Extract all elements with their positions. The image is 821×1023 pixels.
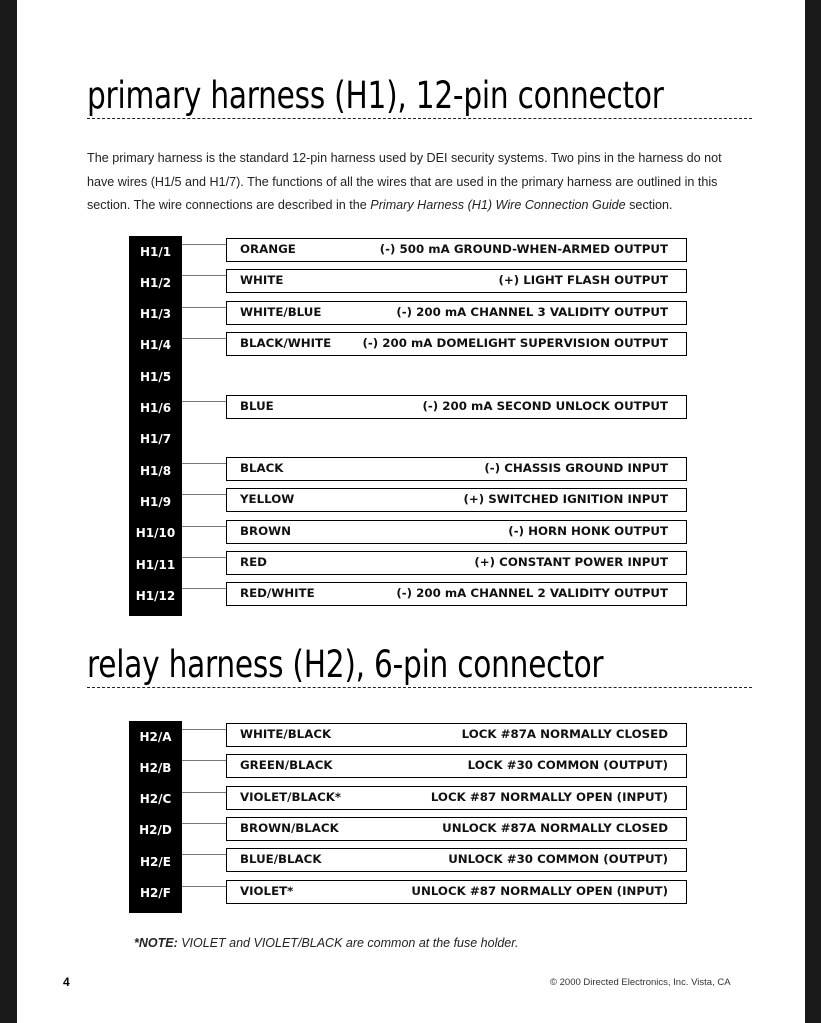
- wire-color: VIOLET/BLACK*: [240, 789, 342, 804]
- wire-color: ORANGE: [240, 242, 296, 256]
- h2-connector-line: [182, 823, 226, 824]
- wire-color: VIOLET*: [240, 883, 294, 898]
- wire-function: (-) 200 mA CHANNEL 3 VALIDITY OUTPUT: [396, 304, 668, 319]
- h1-intro-reference: Primary Harness (H1) Wire Connection Guide: [370, 198, 626, 213]
- h1-section-heading: [87, 68, 752, 119]
- h1-connector-line: [182, 557, 226, 558]
- h1-pin-label: H1/4: [139, 338, 172, 353]
- wire-function: LOCK #87 NORMALLY OPEN (INPUT): [430, 789, 668, 804]
- h1-connector-line: [182, 275, 226, 276]
- h1-connector-line: [182, 307, 226, 308]
- h1-wire-row: [226, 457, 687, 481]
- h1-pin-label: H1/1: [139, 244, 172, 259]
- h1-connector-line: [182, 338, 226, 339]
- wire-function: UNLOCK #30 COMMON (OUTPUT): [448, 852, 668, 867]
- h2-connector-line: [182, 854, 226, 855]
- h1-wire-row: [226, 488, 687, 512]
- wire-color: YELLOW: [240, 492, 295, 507]
- h2-connector-line: [182, 760, 226, 761]
- h2-pin-label: H2/F: [140, 886, 171, 900]
- wire-function: (+) SWITCHED IGNITION INPUT: [463, 492, 668, 507]
- h1-wire-row: [226, 301, 687, 325]
- wire-function: LOCK #87A NORMALLY CLOSED: [461, 727, 668, 741]
- h1-connector-line: [182, 494, 226, 495]
- h1-pin-label: H1/10: [135, 526, 176, 541]
- h2-connector-line: [182, 792, 226, 793]
- wire-color: WHITE/BLACK: [240, 727, 332, 741]
- wire-function: (-) HORN HONK OUTPUT: [508, 523, 668, 538]
- h1-pin-label: H1/3: [139, 307, 172, 322]
- h2-connector-line: [182, 729, 226, 730]
- wire-function: LOCK #30 COMMON (OUTPUT): [467, 758, 668, 773]
- wire-function: (+) LIGHT FLASH OUTPUT: [498, 273, 668, 288]
- h1-pin-label: H1/11: [135, 557, 176, 572]
- h2-pin-label: H2/C: [139, 792, 172, 807]
- h1-pin-label: H1/12: [135, 588, 176, 603]
- h1-pin-label: H1/6: [139, 401, 172, 415]
- wire-color: BROWN: [240, 523, 291, 538]
- h1-heading-text: primary harness (H1), 12-pin connector: [87, 74, 664, 117]
- h1-connector-line: [182, 401, 226, 402]
- wire-function: UNLOCK #87 NORMALLY OPEN (INPUT): [411, 883, 668, 898]
- h1-intro-paragraph: [87, 147, 747, 218]
- h2-wire-row: [226, 880, 687, 904]
- h2-wire-row: [226, 723, 687, 747]
- wire-color: WHITE/BLUE: [240, 304, 322, 319]
- h2-wire-row: [226, 754, 687, 778]
- h2-pin-label: H2/B: [139, 760, 172, 775]
- h2-heading-text: relay harness (H2), 6-pin connector: [87, 643, 604, 686]
- h1-intro-text-1: The primary harness is the standard 12-pin harness used by DEI security systems. Two pins in the harness do not have wires (H1/5 and H1/7). The functions of all the wires that are used in the primary harness are outlined in this section. The wire connections are described in the: [87, 151, 722, 213]
- fuse-holder-note: [134, 936, 518, 950]
- h1-pin-label: H1/8: [139, 463, 172, 478]
- h1-wire-row: [226, 269, 687, 293]
- h1-wire-row: [226, 395, 687, 419]
- h1-wire-row: [226, 332, 687, 356]
- wire-color: BLACK: [240, 461, 284, 476]
- wire-function: (-) 500 mA GROUND-WHEN-ARMED OUTPUT: [379, 242, 668, 256]
- h2-section-heading: [87, 637, 752, 688]
- wire-function: (-) 200 mA DOMELIGHT SUPERVISION OUTPUT: [362, 335, 668, 350]
- wire-function: (-) CHASSIS GROUND INPUT: [484, 461, 668, 476]
- h1-wire-row: [226, 582, 687, 606]
- h2-wire-row: [226, 817, 687, 841]
- wire-function: (-) 200 mA CHANNEL 2 VALIDITY OUTPUT: [396, 586, 668, 601]
- note-text: VIOLET and VIOLET/BLACK are common at the fuse holder.: [177, 936, 519, 950]
- h2-connector-line: [182, 886, 226, 887]
- h1-connector-line: [182, 526, 226, 527]
- h1-pin-label: H1/2: [139, 275, 172, 290]
- h2-wire-row: [226, 848, 687, 872]
- wire-color: BLACK/WHITE: [240, 335, 332, 350]
- h2-pin-label: H2/D: [139, 823, 172, 838]
- h1-intro-text-2: section.: [625, 198, 673, 213]
- h2-pin-label: H2/E: [140, 854, 171, 869]
- copyright-notice: © 2000 Directed Electronics, Inc. Vista, CA: [550, 977, 731, 988]
- h2-pin-column: [129, 721, 182, 913]
- h1-wire-row: [226, 238, 687, 262]
- wire-color: BLUE: [240, 398, 274, 413]
- document-page: [17, 0, 805, 1023]
- wire-function: UNLOCK #87A NORMALLY CLOSED: [442, 820, 668, 835]
- wire-color: BROWN/BLACK: [240, 820, 339, 835]
- page-number: 4: [63, 975, 70, 989]
- h1-pin-label: H1/5: [139, 369, 172, 384]
- wire-function: (-) 200 mA SECOND UNLOCK OUTPUT: [422, 398, 668, 413]
- h1-connector-line: [182, 588, 226, 589]
- wire-color: RED/WHITE: [240, 586, 315, 601]
- h1-wire-row: [226, 551, 687, 575]
- h2-pin-label: H2/A: [139, 729, 172, 744]
- h1-pin-column: [129, 236, 182, 616]
- h1-pin-label: H1/7: [139, 432, 172, 447]
- note-label: *NOTE:: [134, 936, 178, 950]
- h1-connector-line: [182, 463, 226, 464]
- h1-connector-line: [182, 244, 226, 245]
- h1-pin-label: H1/9: [139, 494, 172, 509]
- wire-color: BLUE/BLACK: [240, 852, 322, 867]
- wire-color: GREEN/BLACK: [240, 758, 333, 773]
- wire-color: WHITE: [240, 273, 284, 288]
- wire-function: (+) CONSTANT POWER INPUT: [474, 555, 668, 569]
- wire-color: RED: [240, 555, 267, 569]
- h1-wire-row: [226, 520, 687, 544]
- h2-wire-row: [226, 786, 687, 810]
